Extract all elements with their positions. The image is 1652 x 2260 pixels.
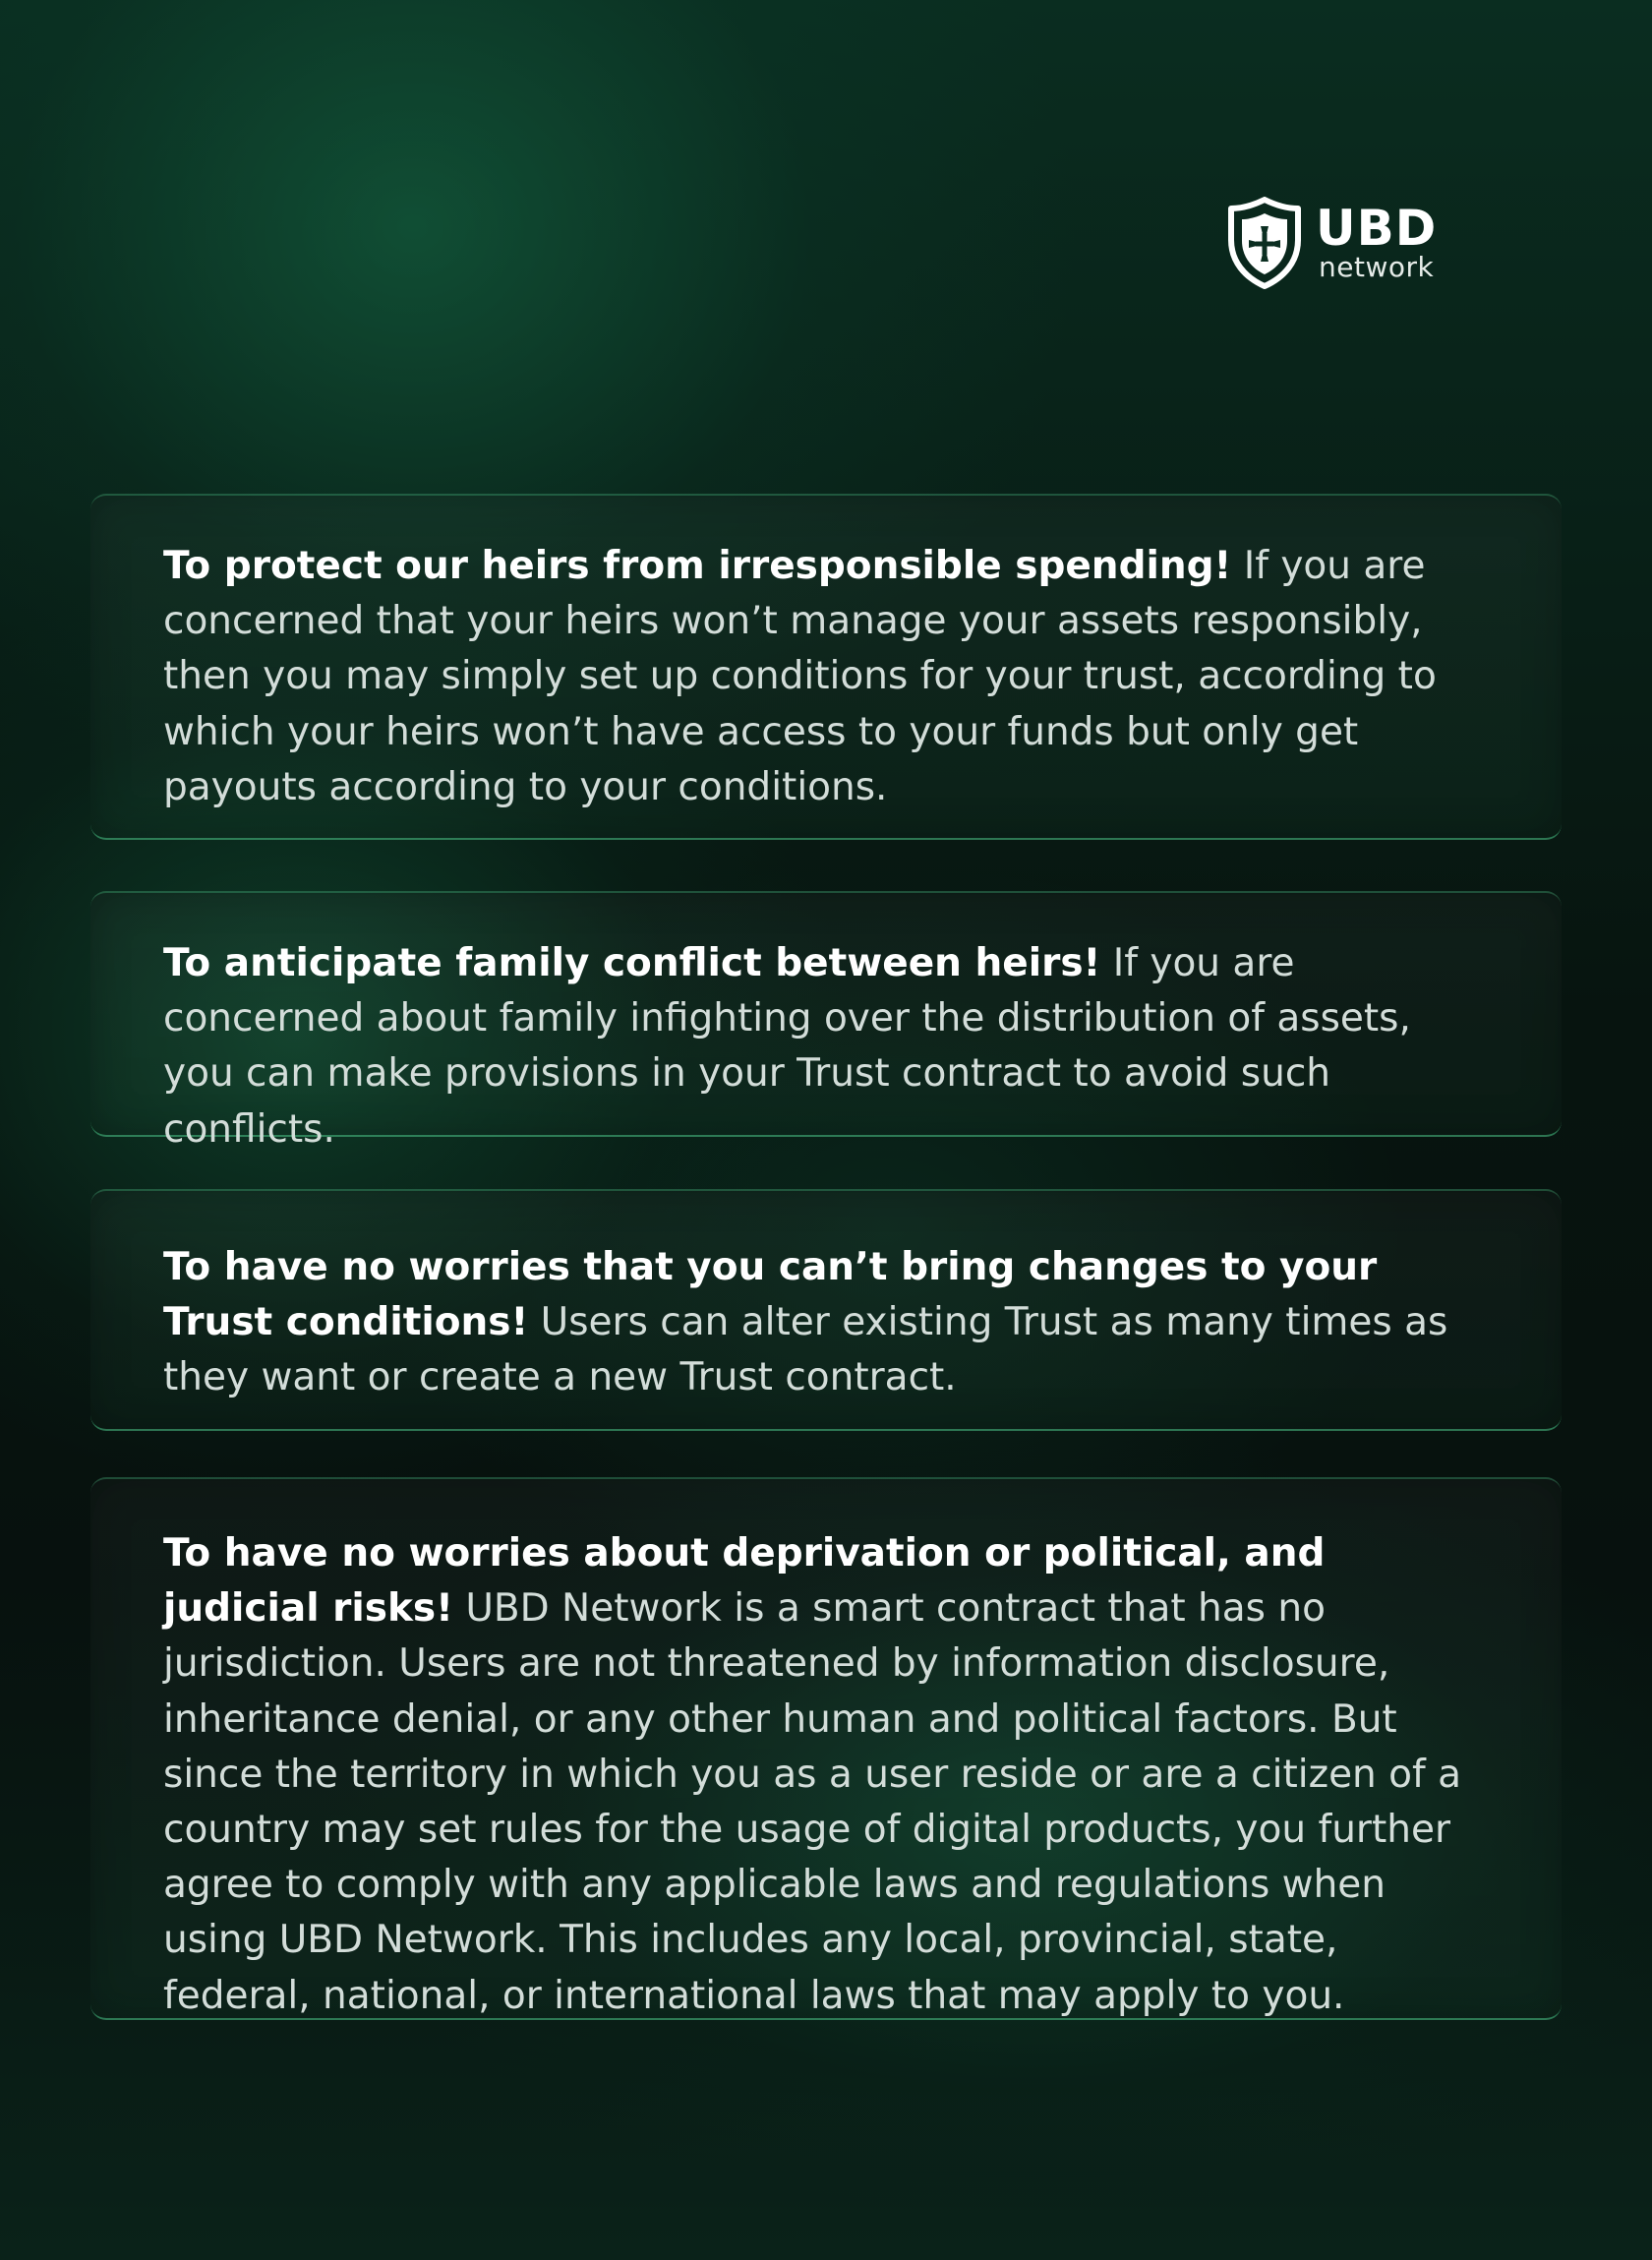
reason-card-family-conflict xyxy=(90,891,1562,1152)
card-heading: To have no worries about deprivation or political, and judicial risks! xyxy=(163,1531,1326,1632)
card-text xyxy=(163,936,1493,1158)
reason-card-irresponsible-spending xyxy=(90,494,1562,840)
card-text xyxy=(163,1526,1493,2024)
reason-card-trust-changes xyxy=(90,1189,1562,1431)
card-body: If you are concerned that your heirs won’t manage your assets responsibly, then you may simply set up conditions for your trust, according to which your heirs won’t have access to your funds but only get payouts according to your conditions. xyxy=(163,544,1437,809)
card-text xyxy=(163,539,1493,815)
card-body: UBD Network is a smart contract that has no jurisdiction. Users are not threatened by information disclosure, inheritance denial, or any other human and political factors. But since the territory in which you as a user reside or are a citizen of a country may set rules for the usage of digital products, you further agree to comply with any applicable laws and regulations when using UBD Network. This includes any local, provincial, state, federal, national, or international laws that may apply to you. xyxy=(163,1586,1462,2018)
brand-subtitle: network xyxy=(1319,251,1435,283)
card-heading: To protect our heirs from irresponsible spending! xyxy=(163,544,1232,588)
reason-card-political-judicial-risks xyxy=(90,1477,1562,2020)
ubd-network-logo xyxy=(1227,197,1437,289)
logo-wordmark xyxy=(1316,200,1438,283)
card-heading: To have no worries that you can’t bring changes to your Trust conditions! xyxy=(163,1245,1378,1345)
shield-cross-icon xyxy=(1227,197,1302,289)
card-text xyxy=(163,1240,1493,1406)
card-body: If you are concerned about family infighting over the distribution of assets, you can make provisions in your Trust contract to avoid such conflicts. xyxy=(163,941,1411,1152)
card-heading: To anticipate family conflict between heirs! xyxy=(163,941,1101,985)
brand-name: UBD xyxy=(1316,200,1438,257)
card-body: Users can alter existing Trust as many times as they want or create a new Trust contract. xyxy=(163,1300,1448,1400)
